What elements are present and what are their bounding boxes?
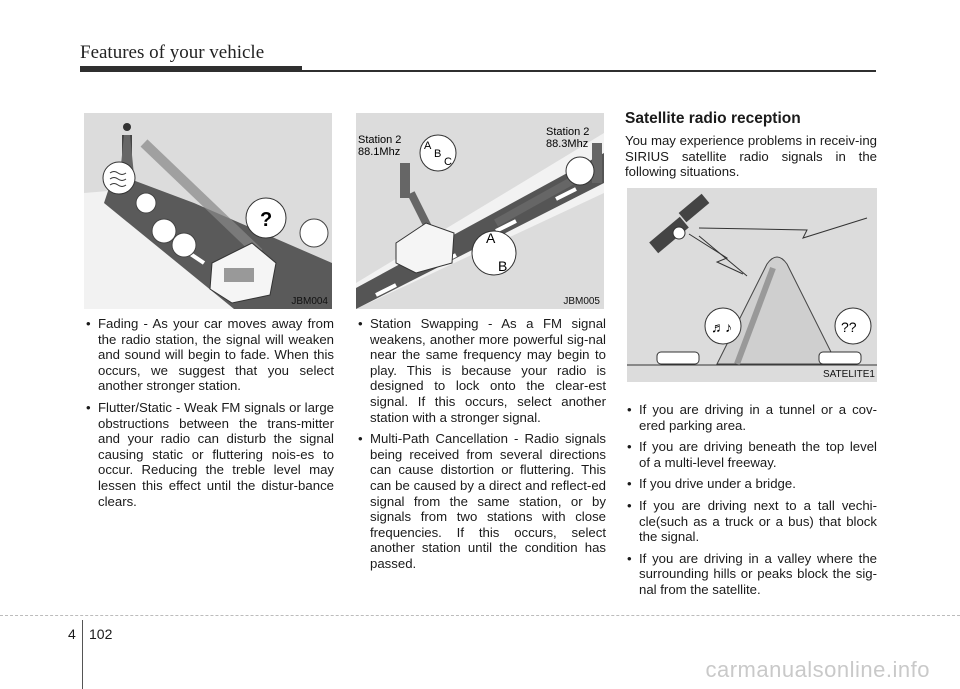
- section-title: Satellite radio reception: [625, 110, 801, 127]
- chapter-number: 4: [68, 626, 76, 642]
- car-icon: [819, 352, 861, 364]
- bullet-list: [356, 316, 606, 572]
- column-3-text: [625, 402, 877, 604]
- fading-illustration: [84, 113, 332, 309]
- page-number: 102: [89, 626, 113, 642]
- figure-label: SATELITE1: [822, 369, 875, 380]
- station-right-freq: 88.3Mhz: [546, 138, 589, 150]
- figure-satellite: [627, 188, 877, 382]
- station-right-name: Station 2: [546, 126, 590, 138]
- column-2-text: [356, 316, 606, 578]
- bullet-list: [84, 316, 334, 509]
- radio-tower-icon: [592, 143, 602, 183]
- mix-b: B: [498, 258, 508, 274]
- abc-b: B: [434, 148, 442, 160]
- figure-fading: [84, 113, 332, 309]
- header-rule: [302, 70, 876, 72]
- abc-c: C: [444, 156, 452, 168]
- list-item: • Flutter/Static - Weak FM signals or large obstructions between the trans-mitter and your radio can disturb the signal causing static or fluttering nois-es to occur. Reducing the treble level may lessen this effect until the distur-bance clears.: [84, 400, 334, 509]
- question-mark: ?: [260, 209, 273, 231]
- page-header-title: Features of your vehicle: [80, 42, 265, 63]
- footer-divider: [0, 615, 960, 616]
- list-item: • Multi-Path Cancellation - Radio signals being received from several directions can cause distortion or fluttering. This can be caused by a direct and reflect-ed signal from the same station, or by signals from two stations with close frequencies. If this occurs, select another station until the condition has passed.: [356, 431, 606, 571]
- list-item: • If you are driving in a tunnel or a cov-ered parking area.: [625, 402, 877, 433]
- bullet-list: [625, 402, 877, 598]
- car-icon: [657, 352, 699, 364]
- music-note-icon: ♬♪: [711, 319, 732, 335]
- list-item: • If you are driving next to a tall vechi-cle(such as a truck or a bus) that block the signal.: [625, 498, 877, 545]
- mix-a: A: [486, 230, 496, 246]
- footer-vertical-rule: [82, 620, 83, 689]
- question-marks: ??: [841, 319, 857, 335]
- satellite-icon: [649, 194, 709, 253]
- figure-station-swapping: [356, 113, 604, 309]
- figure-label: JBM005: [563, 296, 600, 307]
- list-item: • If you are driving in a valley where the surrounding hills or peaks block the sig-nal from the satellite.: [625, 551, 877, 598]
- list-item: • If you drive under a bridge.: [625, 476, 877, 492]
- figure-label: JBM004: [291, 296, 328, 307]
- abc-a: A: [424, 140, 432, 152]
- header-bar: [80, 66, 302, 72]
- radio-tower-icon: [400, 163, 410, 198]
- station-left-name: Station 2: [358, 134, 402, 146]
- column-1-text: [84, 316, 334, 515]
- station-swap-illustration: [356, 113, 604, 309]
- station-left-freq: 88.1Mhz: [358, 146, 401, 158]
- satellite-illustration: [627, 188, 877, 382]
- watermark: carmanualsonline.info: [705, 657, 930, 682]
- list-item: • Fading - As your car moves away from the radio station, the signal will weaken and sound will begin to fade. When this occurs, we suggest that you select another stronger station.: [84, 316, 334, 394]
- section-intro: You may experience problems in receiv-ing SIRIUS satellite radio signals in the following situations.: [625, 133, 877, 180]
- list-item: • Station Swapping - As a FM signal weakens, another more powerful sig-nal near the same frequency may begin to play. This is because your radio is designed to lock onto the clear-est signal. If this occurs, select another station with a stronger signal.: [356, 316, 606, 425]
- list-item: • If you are driving beneath the top level of a multi-level freeway.: [625, 439, 877, 470]
